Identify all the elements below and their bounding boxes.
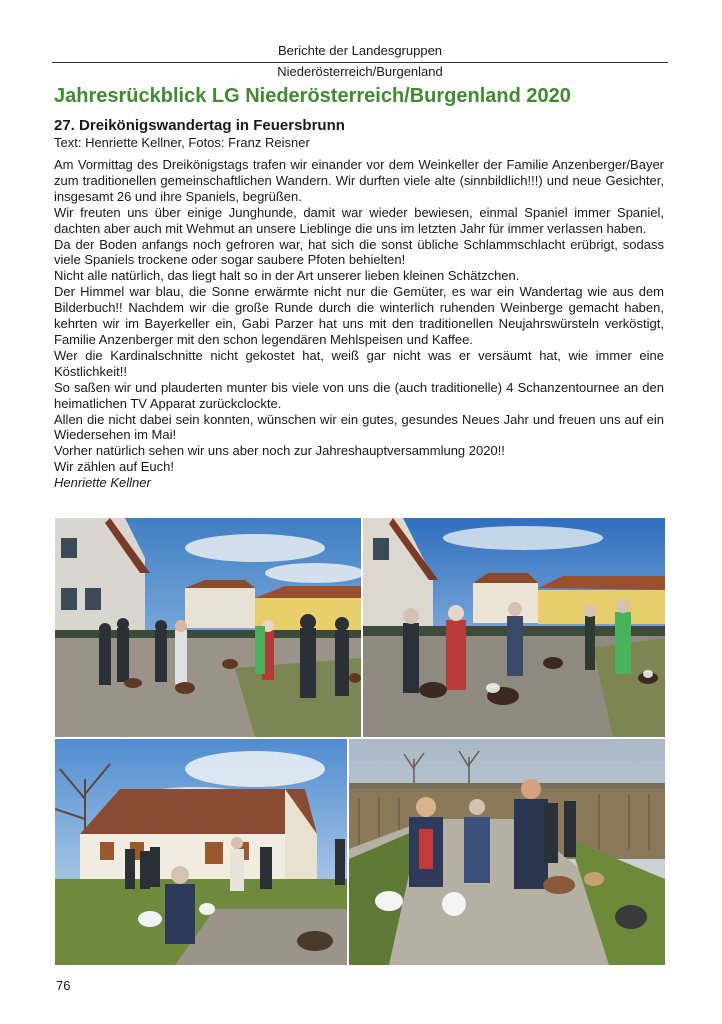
page-title: Jahresrückblick LG Niederösterreich/Burgenland 2020 bbox=[54, 85, 571, 107]
photo-group-houses bbox=[55, 518, 361, 737]
paragraph: Der Himmel war blau, die Sonne erwärmte nicht nur die Gemüter, es war ein Wandertag wie aus dem Bilderbuch!! Nachdem wir die große Runde durch die winterlich ruhenden Weinberge gemacht haben, kehrten wir im Bayerkeller ein, Gabi Parzer hat uns mit den traditionellen Neujahrswürsteln verköstigt, Familie Anzenberger mit den schon legendären Mehlspeisen und Kaffee. bbox=[54, 284, 664, 347]
running-header bbox=[52, 40, 668, 81]
paragraph: Vorher natürlich sehen wir uns aber noch zur Jahreshauptversammlung 2020!! bbox=[54, 443, 505, 459]
paragraph: Wer die Kardinalschnitte nicht gekostet hat, weiß gar nicht was er versäumt hat, wie immer eine Köstlichkeit!! bbox=[54, 347, 664, 379]
article-body bbox=[54, 157, 664, 491]
region-label: Niederösterreich/Burgenland bbox=[277, 64, 443, 79]
photo-cellar-building bbox=[55, 739, 347, 965]
article-heading: 27. Dreikönigswandertag in Feuersbrunn bbox=[54, 117, 345, 134]
paragraph: Wir zählen auf Euch! bbox=[54, 459, 174, 475]
paragraph: Am Vormittag des Dreikönigstags trafen wir einander vor dem Weinkeller der Familie Anzenberger/Bayer zum traditionellen gemeinschaftlichen Wandern. Wir durften viele alte (sinnbildlich!!!) und neue Gesichter, insgesamt 26 und ihre Spaniels, begrüßen. bbox=[54, 157, 664, 204]
paragraph: Nicht alle natürlich, das liegt halt so in der Art unserer lieben kleinen Schätzchen. bbox=[54, 268, 520, 284]
page-number: 76 bbox=[56, 978, 71, 993]
paragraph: So saßen wir und plauderten munter bis viele von uns die (auch traditionelle) 4 Schanzentournee an den heimatlichen TV Apparat zurückclockte. bbox=[54, 379, 664, 411]
paragraph: Allen die nicht dabei sein konnten, wünschen wir ein gutes, gesundes Neues Jahr und freuen uns auf ein Wiedersehen im Mai! bbox=[54, 411, 664, 443]
paragraph: Da der Boden anfangs noch gefroren war, hat sich die sonst übliche Schlammschlacht erübrigt, sodass viele Spaniels trockene oder sogar saubere Pfoten behielten! bbox=[54, 236, 664, 268]
paragraph: Wir freuten uns über einige Junghunde, damit war wieder bewiesen, einmal Spaniel immer Spaniel, dachten aber auch mit Wehmut an unsere Lieblinge die uns im letzten Jahr für immer verlassen haben. bbox=[54, 204, 664, 236]
photo-dogs-on-road bbox=[363, 518, 665, 737]
article-credits: Text: Henriette Kellner, Fotos: Franz Reisner bbox=[54, 135, 310, 150]
author-signature: Henriette Kellner bbox=[54, 475, 151, 491]
photo-vineyard-walk bbox=[349, 739, 665, 965]
section-label: Berichte der Landesgruppen bbox=[277, 43, 443, 58]
